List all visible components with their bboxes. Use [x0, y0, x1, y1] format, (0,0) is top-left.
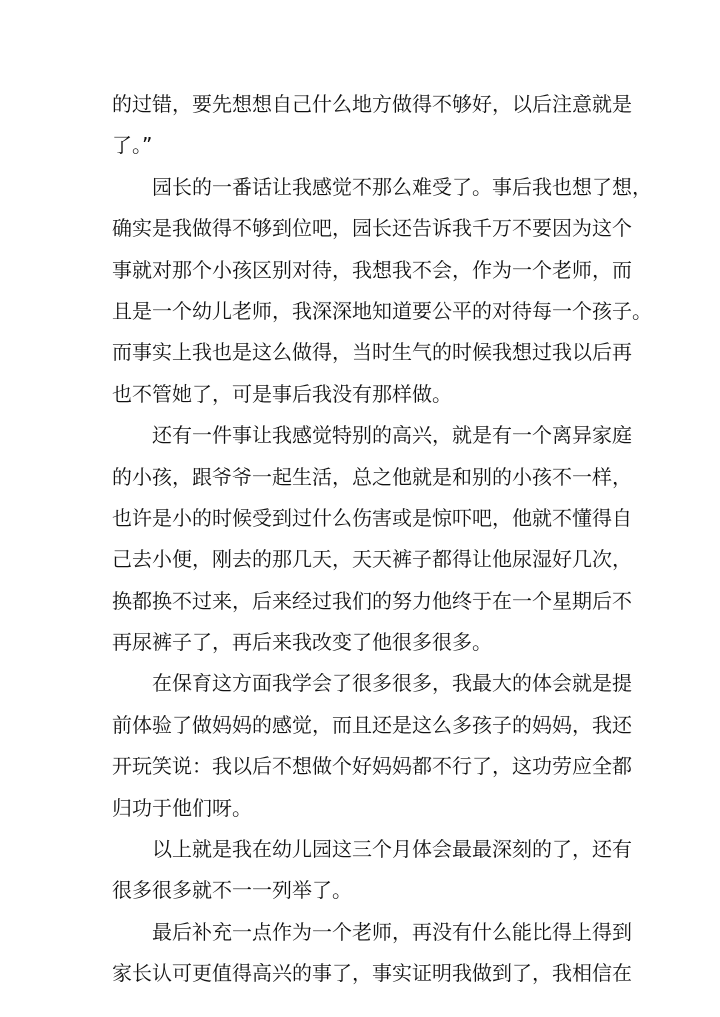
text-line: 家长认可更值得高兴的事了，事实证明我做到了，我相信在 [112, 961, 632, 986]
text-line: 最后补充一点作为一个老师，再没有什么能比得上得到 [152, 919, 632, 944]
text-line: 再尿裤子了，再后来我改变了他很多很多。 [112, 630, 492, 655]
text-line: 以上就是我在幼儿园这三个月体会最最深刻的了，还有 [152, 837, 632, 862]
text-line: 园长的一番话让我感觉不那么难受了。事后我也想了想， [152, 174, 652, 199]
text-line: 事就对那个小孩区别对待，我想我不会，作为一个老师，而 [112, 257, 632, 282]
text-line: 的过错，要先想想自己什么地方做得不够好，以后注意就是 [112, 92, 632, 116]
body-text [112, 84, 652, 995]
text-line: 且是一个幼儿老师，我深深地知道要公平的对待每一个孩子。 [112, 298, 652, 323]
text-line: 己去小便，刚去的那几天，天天裤子都得让他尿湿好几次， [112, 547, 632, 572]
text-line: 很多很多就不一一列举了。 [112, 878, 352, 903]
text-line: 也不管她了，可是事后我没有那样做。 [112, 381, 452, 406]
text-line: 在保育这方面我学会了很多很多，我最大的体会就是提 [152, 671, 632, 696]
text-line: 归功于他们呀。 [112, 795, 252, 820]
text-line: 而事实上我也是这么做得，当时生气的时候我想过我以后再 [112, 340, 632, 365]
text-line: 确实是我做得不够到位吧，园长还告诉我千万不要因为这个 [112, 216, 632, 241]
text-line: 了。” [112, 133, 153, 158]
text-line: 开玩笑说：我以后不想做个好妈妈都不行了，这功劳应全都 [112, 754, 632, 779]
text-line: 的小孩，跟爷爷一起生活，总之他就是和别的小孩不一样， [112, 464, 632, 489]
text-line: 换都换不过来，后来经过我们的努力他终于在一个星期后不 [112, 588, 632, 613]
text-line: 前体验了做妈妈的感觉，而且还是这么多孩子的妈妈，我还 [112, 712, 632, 737]
text-line: 还有一件事让我感觉特别的高兴，就是有一个离异家庭 [152, 423, 632, 448]
text-line: 也许是小的时候受到过什么伤害或是惊吓吧，他就不懂得自 [112, 505, 632, 530]
